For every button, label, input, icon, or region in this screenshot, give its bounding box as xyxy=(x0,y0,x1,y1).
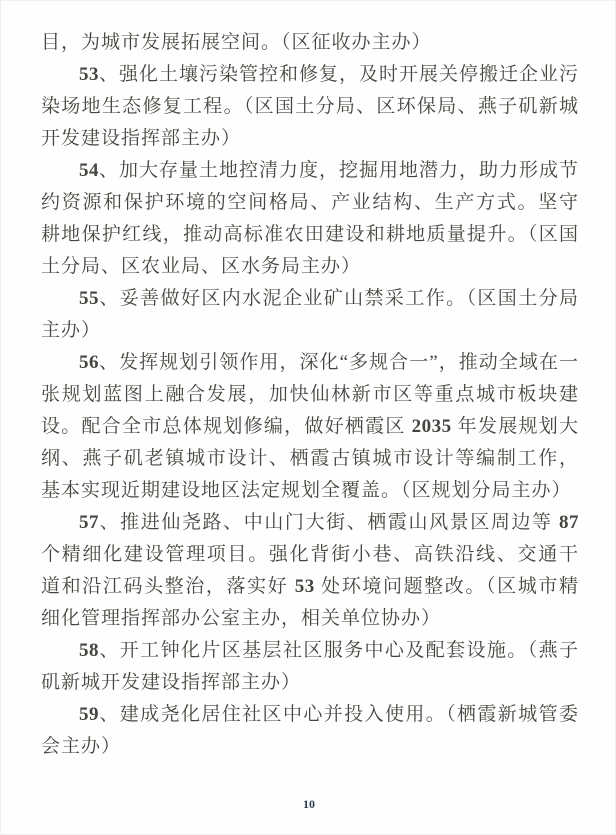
numeral: 53 xyxy=(79,64,99,85)
numeral: 58 xyxy=(79,640,99,661)
numeral: 53 xyxy=(294,576,315,597)
numeral: 54 xyxy=(79,160,99,181)
document-paragraph-item-58: 58、开工钟化片区基层社区服务中心及配套设施。（燕子矶新城开发建设指挥部主办） xyxy=(41,640,579,693)
numeral: 2035 xyxy=(411,416,452,437)
document-paragraph-item-56: 56、发挥规划引领作用，深化“多规合一”，推动全域在一张规划蓝图上融合发展，加快仙林新市区等重点城市板块建设。配合全市总体规划修编，做好栖霞区 2035 年发展规划大纲、燕子矶老镇城市设计、栖霞古镇城市设计等编制工作，基本实现近期建设地区法定规划全覆盖。（区规划分局主办） xyxy=(41,352,579,501)
document-body xyxy=(41,27,579,763)
document-paragraph-item-53: 53、强化土壤污染管控和修复，及时开展关停搬迁企业污染场地生态修复工程。（区国土分局、区环保局、燕子矶新城开发建设指挥部主办） xyxy=(41,64,580,149)
document-paragraph-item-55: 55、妥善做好区内水泥企业矿山禁采工作。（区国土分局主办） xyxy=(41,288,579,341)
page-number: 10 xyxy=(303,797,315,811)
document-paragraph-item-59: 59、建成尧化居住社区中心并投入使用。（栖霞新城管委会主办） xyxy=(41,704,579,757)
document-paragraph-item-52-continuation: 目，为城市发展拓展空间。（区征收办主办） xyxy=(41,32,432,53)
document-paragraph-item-57: 57、推进仙尧路、中山门大街、栖霞山风景区周边等 87 个精细化建设管理项目。强化背街小巷、高铁沿线、交通干道和沿江码头整治，落实好 53 处环境问题整改。（区城市精细化管理指挥部办公室主办，相关单位协办） xyxy=(41,512,579,629)
numeral: 56 xyxy=(79,352,99,373)
document-paragraph-item-54: 54、加大存量土地控清力度，挖掘用地潜力，助力形成节约资源和保护环境的空间格局、产业结构、生产方式。坚守耕地保护红线，推动高标准农田建设和耕地质量提升。（区国土分局、区农业局、区水务局主办） xyxy=(41,160,580,277)
numeral: 87 xyxy=(559,512,579,533)
numeral: 57 xyxy=(79,512,99,533)
numeral: 55 xyxy=(79,288,99,309)
numeral: 59 xyxy=(79,704,99,725)
